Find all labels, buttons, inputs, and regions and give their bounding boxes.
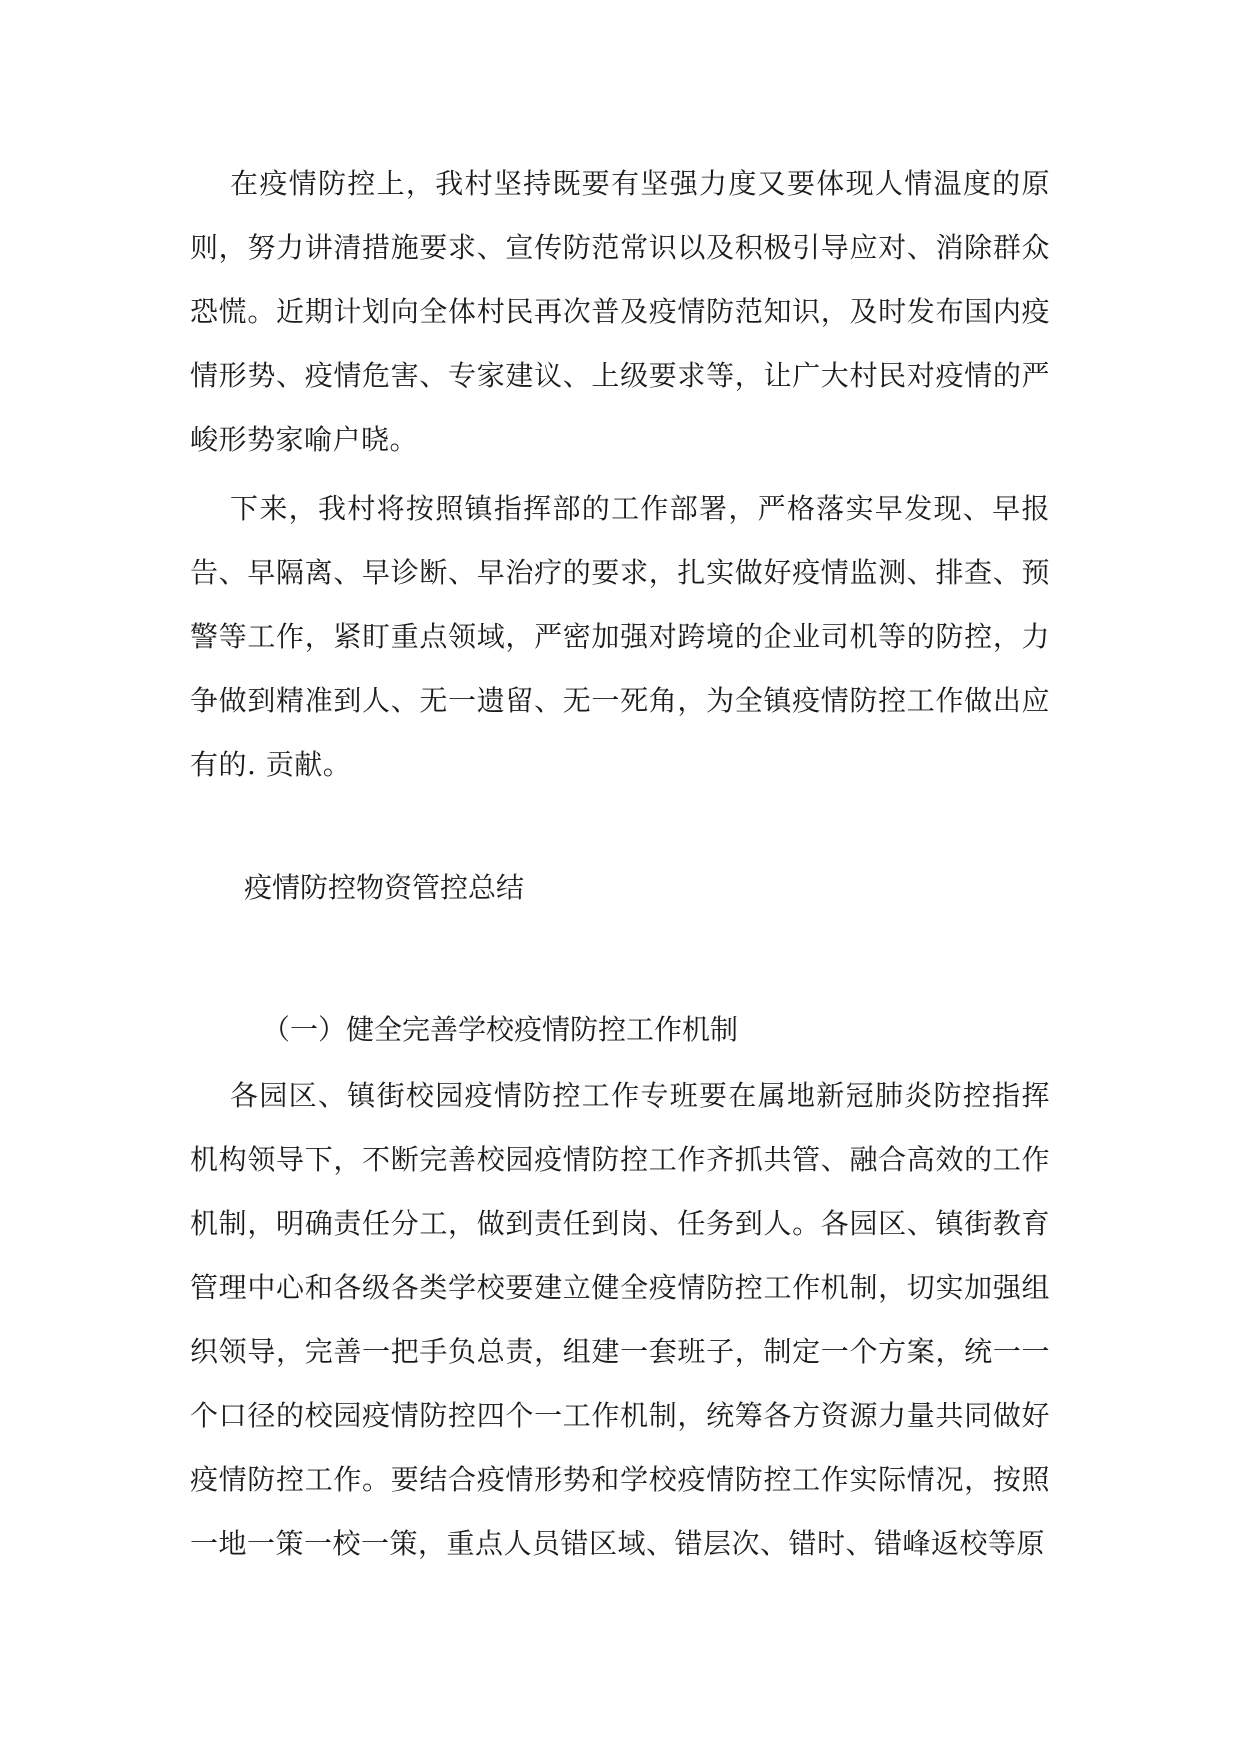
paragraph-epidemic-principle: 在疫情防控上，我村坚持既要有坚强力度又要体现人情温度的原则，努力讲清措施要求、宣传防范常识以及积极引导应对、消除群众恐慌。近期计划向全体村民再次普及疫情防范知识，及时发布国内疫情形势、疫情危害、专家建议、上级要求等，让广大村民对疫情的严峻形势家喻户晓。 <box>190 167 1050 456</box>
paragraph-school-mechanism: 各园区、镇街校园疫情防控工作专班要在属地新冠肺炎防控指挥机构领导下，不断完善校园疫情防控工作齐抓共管、融合高效的工作机制，明确责任分工，做到责任到岗、任务到人。各园区、镇街教育管理中心和各级各类学校要建立健全疫情防控工作机制，切实加强组织领导，完善一把手负总责，组建一套班子，制定一个方案，统一一个口径的校园疫情防控四个一工作机制，统筹各方资源力量共同做好疫情防控工作。要结合疫情形势和学校疫情防控工作实际情况，按照一地一策一校一策，重点人员错区域、错层次、错时、错峰返校等原 <box>190 1079 1050 1560</box>
paragraph-next-steps: 下来，我村将按照镇指挥部的工作部署，严格落实早发现、早报告、早隔离、早诊断、早治疗的要求，扎实做好疫情监测、排查、预警等工作，紧盯重点领域，严密加强对跨境的企业司机等的防控，力争做到精准到人、无一遗留、无一死角，为全镇疫情防控工作做出应有的. 贡献。 <box>190 492 1050 781</box>
section-title: 疫情防控物资管控总结 <box>244 871 525 904</box>
subsection-title: （一）健全完善学校疫情防控工作机制 <box>262 1013 739 1046</box>
